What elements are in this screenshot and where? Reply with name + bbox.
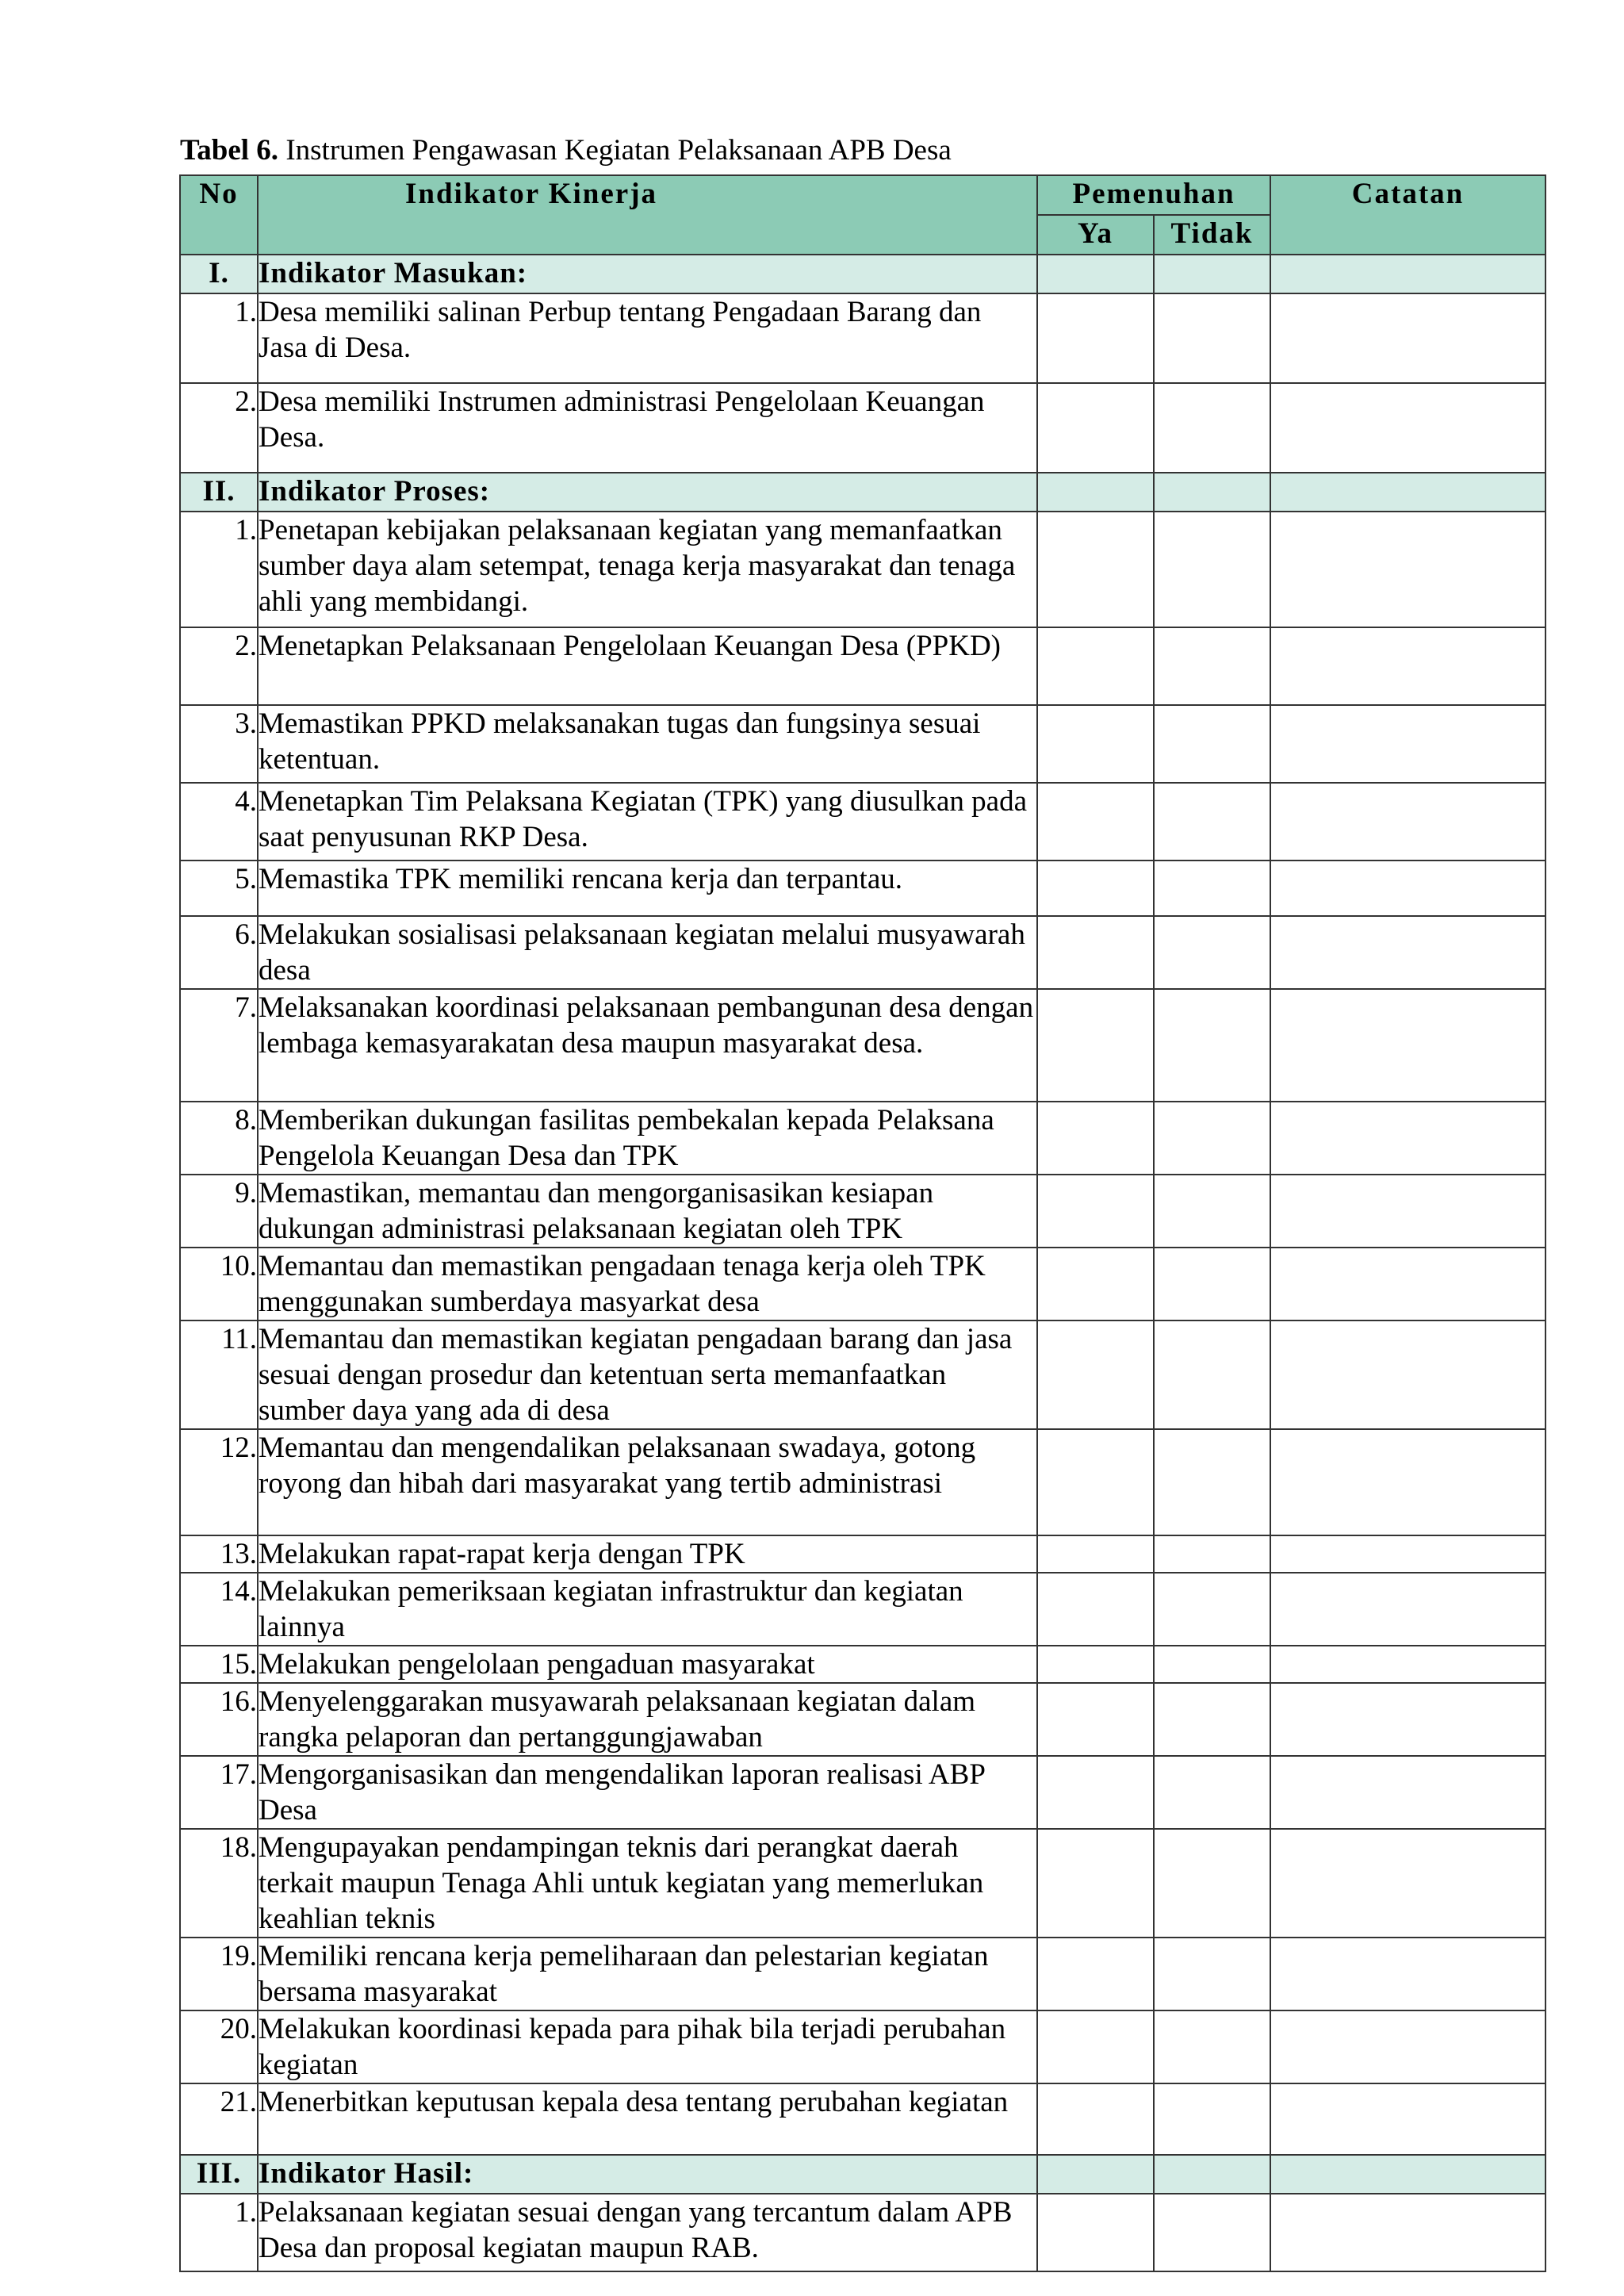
item-number: 15. <box>180 1646 258 1683</box>
section-row <box>180 2155 1545 2194</box>
ya-cell <box>1037 255 1154 293</box>
indicator-text: Melakukan pengelolaan pengaduan masyarakat <box>258 1646 1037 1683</box>
ya-cell <box>1037 1320 1154 1429</box>
catatan-cell <box>1270 1102 1545 1175</box>
ya-cell <box>1037 1646 1154 1683</box>
ya-cell <box>1037 861 1154 916</box>
catatan-cell <box>1270 1429 1545 1535</box>
indicator-text: Menerbitkan keputusan kepala desa tentang perubahan kegiatan <box>258 2083 1037 2155</box>
header-indikator: Indikator Kinerja <box>258 175 1037 255</box>
tidak-cell <box>1154 1429 1270 1535</box>
indicator-text: Melaksanakan koordinasi pelaksanaan pembangunan desa dengan lembaga kemasyarakatan desa maupun masyarakat desa. <box>258 989 1037 1102</box>
tidak-cell <box>1154 1683 1270 1756</box>
table-row <box>180 1429 1545 1535</box>
table-row <box>180 383 1545 473</box>
catatan-cell <box>1270 861 1545 916</box>
catatan-cell <box>1270 1938 1545 2010</box>
indicator-text: Mengupayakan pendampingan teknis dari perangkat daerah terkait maupun Tenaga Ahli untuk kegiatan yang memerlukan keahlian teknis <box>258 1829 1037 1938</box>
catatan-cell <box>1270 1756 1545 1829</box>
item-number: 2. <box>180 627 258 705</box>
table-caption <box>180 133 952 168</box>
catatan-cell <box>1270 783 1545 861</box>
item-number: 19. <box>180 1938 258 2010</box>
indicator-text: Melakukan pemeriksaan kegiatan infrastruktur dan kegiatan lainnya <box>258 1573 1037 1646</box>
header-ya: Ya <box>1037 215 1154 255</box>
ya-cell <box>1037 383 1154 473</box>
indicator-text: Menetapkan Pelaksanaan Pengelolaan Keuangan Desa (PPKD) <box>258 627 1037 705</box>
catatan-cell <box>1270 1535 1545 1573</box>
table-row <box>180 1573 1545 1646</box>
catatan-cell <box>1270 916 1545 989</box>
catatan-cell <box>1270 1248 1545 1320</box>
ya-cell <box>1037 1535 1154 1573</box>
tidak-cell <box>1154 1248 1270 1320</box>
tidak-cell <box>1154 2010 1270 2083</box>
tidak-cell <box>1154 705 1270 783</box>
tidak-cell <box>1154 1756 1270 1829</box>
table-row <box>180 293 1545 383</box>
ya-cell <box>1037 293 1154 383</box>
table-row <box>180 512 1545 627</box>
table-row <box>180 627 1545 705</box>
item-number: 16. <box>180 1683 258 1756</box>
ya-cell <box>1037 1683 1154 1756</box>
item-number: 12. <box>180 1429 258 1535</box>
catatan-cell <box>1270 1646 1545 1683</box>
table-row <box>180 1102 1545 1175</box>
ya-cell <box>1037 705 1154 783</box>
table-row <box>180 1646 1545 1683</box>
catatan-cell <box>1270 627 1545 705</box>
tidak-cell <box>1154 255 1270 293</box>
table-row <box>180 1535 1545 1573</box>
tidak-cell <box>1154 1175 1270 1248</box>
catatan-cell <box>1270 989 1545 1102</box>
table-row <box>180 1175 1545 1248</box>
table-row <box>180 1248 1545 1320</box>
caption-text: Instrumen Pengawasan Kegiatan Pelaksanaan APB Desa <box>278 134 952 167</box>
item-number: 9. <box>180 1175 258 1248</box>
tidak-cell <box>1154 2083 1270 2155</box>
table-row <box>180 2194 1545 2271</box>
tidak-cell <box>1154 512 1270 627</box>
table-body <box>180 255 1545 2271</box>
table-row <box>180 1938 1545 2010</box>
ya-cell <box>1037 1102 1154 1175</box>
ya-cell <box>1037 2010 1154 2083</box>
table-row <box>180 2083 1545 2155</box>
header-catatan: Catatan <box>1270 175 1545 255</box>
item-number: 1. <box>180 293 258 383</box>
tidak-cell <box>1154 1938 1270 2010</box>
item-number: 1. <box>180 2194 258 2271</box>
item-number: 7. <box>180 989 258 1102</box>
tidak-cell <box>1154 2155 1270 2194</box>
catatan-cell <box>1270 1683 1545 1756</box>
indicator-text: Melakukan koordinasi kepada para pihak bila terjadi perubahan kegiatan <box>258 2010 1037 2083</box>
section-row <box>180 473 1545 512</box>
table-row <box>180 705 1545 783</box>
item-number: 5. <box>180 861 258 916</box>
table-row <box>180 916 1545 989</box>
table-row <box>180 2010 1545 2083</box>
header-no: No <box>180 175 258 255</box>
section-title: Indikator Masukan: <box>258 255 1037 293</box>
catatan-cell <box>1270 512 1545 627</box>
tidak-cell <box>1154 783 1270 861</box>
catatan-cell <box>1270 383 1545 473</box>
catatan-cell <box>1270 293 1545 383</box>
ya-cell <box>1037 512 1154 627</box>
indicator-text: Memantau dan mengendalikan pelaksanaan swadaya, gotong royong dan hibah dari masyarakat yang tertib administrasi <box>258 1429 1037 1535</box>
indicator-text: Mengorganisasikan dan mengendalikan laporan realisasi ABP Desa <box>258 1756 1037 1829</box>
indicator-text: Memastika TPK memiliki rencana kerja dan terpantau. <box>258 861 1037 916</box>
indicator-text: Menyelenggarakan musyawarah pelaksanaan kegiatan dalam rangka pelaporan dan pertanggungjawaban <box>258 1683 1037 1756</box>
tidak-cell <box>1154 1102 1270 1175</box>
table-row <box>180 1320 1545 1429</box>
ya-cell <box>1037 916 1154 989</box>
table-row <box>180 783 1545 861</box>
item-number: 8. <box>180 1102 258 1175</box>
catatan-cell <box>1270 1829 1545 1938</box>
catatan-cell <box>1270 1320 1545 1429</box>
tidak-cell <box>1154 1535 1270 1573</box>
tidak-cell <box>1154 473 1270 512</box>
catatan-cell <box>1270 2155 1545 2194</box>
table-header <box>180 175 1545 255</box>
ya-cell <box>1037 627 1154 705</box>
ya-cell <box>1037 1429 1154 1535</box>
tidak-cell <box>1154 916 1270 989</box>
tidak-cell <box>1154 1320 1270 1429</box>
table-row <box>180 1683 1545 1756</box>
ya-cell <box>1037 1756 1154 1829</box>
section-number: II. <box>180 473 258 512</box>
indicator-text: Melakukan sosialisasi pelaksanaan kegiatan melalui musyawarah desa <box>258 916 1037 989</box>
item-number: 1. <box>180 512 258 627</box>
indicator-text: Pelaksanaan kegiatan sesuai dengan yang tercantum dalam APB Desa dan proposal kegiatan maupun RAB. <box>258 2194 1037 2271</box>
item-number: 17. <box>180 1756 258 1829</box>
table-row <box>180 1829 1545 1938</box>
item-number: 18. <box>180 1829 258 1938</box>
caption-label: Tabel 6. <box>180 134 279 167</box>
table-row <box>180 861 1545 916</box>
indicator-text: Melakukan rapat-rapat kerja dengan TPK <box>258 1535 1037 1573</box>
tidak-cell <box>1154 627 1270 705</box>
item-number: 13. <box>180 1535 258 1573</box>
tidak-cell <box>1154 1829 1270 1938</box>
catatan-cell <box>1270 255 1545 293</box>
catatan-cell <box>1270 1573 1545 1646</box>
indicator-text: Memantau dan memastikan kegiatan pengadaan barang dan jasa sesuai dengan prosedur dan ketentuan serta memanfaatkan sumber daya yang ada di desa <box>258 1320 1037 1429</box>
tidak-cell <box>1154 1573 1270 1646</box>
tidak-cell <box>1154 861 1270 916</box>
ya-cell <box>1037 473 1154 512</box>
header-tidak: Tidak <box>1154 215 1270 255</box>
tidak-cell <box>1154 293 1270 383</box>
indicator-text: Memiliki rencana kerja pemeliharaan dan pelestarian kegiatan bersama masyarakat <box>258 1938 1037 2010</box>
indicator-text: Memantau dan memastikan pengadaan tenaga kerja oleh TPK menggunakan sumberdaya masyarkat desa <box>258 1248 1037 1320</box>
item-number: 6. <box>180 916 258 989</box>
item-number: 14. <box>180 1573 258 1646</box>
indicator-text: Desa memiliki salinan Perbup tentang Pengadaan Barang dan Jasa di Desa. <box>258 293 1037 383</box>
ya-cell <box>1037 1829 1154 1938</box>
indicator-text: Menetapkan Tim Pelaksana Kegiatan (TPK) yang diusulkan pada saat penyusunan RKP Desa. <box>258 783 1037 861</box>
item-number: 2. <box>180 383 258 473</box>
catatan-cell <box>1270 1175 1545 1248</box>
ya-cell <box>1037 2083 1154 2155</box>
section-number: III. <box>180 2155 258 2194</box>
section-title: Indikator Proses: <box>258 473 1037 512</box>
header-pemenuhan: Pemenuhan <box>1037 175 1270 215</box>
tidak-cell <box>1154 989 1270 1102</box>
section-title: Indikator Hasil: <box>258 2155 1037 2194</box>
section-number: I. <box>180 255 258 293</box>
item-number: 21. <box>180 2083 258 2155</box>
item-number: 10. <box>180 1248 258 1320</box>
ya-cell <box>1037 1938 1154 2010</box>
item-number: 3. <box>180 705 258 783</box>
item-number: 20. <box>180 2010 258 2083</box>
section-row <box>180 255 1545 293</box>
catatan-cell <box>1270 2010 1545 2083</box>
catatan-cell <box>1270 2194 1545 2271</box>
indicator-text: Memastikan PPKD melaksanakan tugas dan fungsinya sesuai ketentuan. <box>258 705 1037 783</box>
indicator-text: Desa memiliki Instrumen administrasi Pengelolaan Keuangan Desa. <box>258 383 1037 473</box>
ya-cell <box>1037 1175 1154 1248</box>
tidak-cell <box>1154 2194 1270 2271</box>
indicator-text: Penetapan kebijakan pelaksanaan kegiatan yang memanfaatkan sumber daya alam setempat, tenaga kerja masyarakat dan tenaga ahli yang membidangi. <box>258 512 1037 627</box>
table-row <box>180 989 1545 1102</box>
indicator-text: Memberikan dukungan fasilitas pembekalan kepada Pelaksana Pengelola Keuangan Desa dan TPK <box>258 1102 1037 1175</box>
item-number: 11. <box>180 1320 258 1429</box>
ya-cell <box>1037 989 1154 1102</box>
ya-cell <box>1037 1248 1154 1320</box>
catatan-cell <box>1270 473 1545 512</box>
instrument-table <box>179 174 1546 2272</box>
item-number: 4. <box>180 783 258 861</box>
ya-cell <box>1037 2194 1154 2271</box>
ya-cell <box>1037 783 1154 861</box>
tidak-cell <box>1154 383 1270 473</box>
table-row <box>180 1756 1545 1829</box>
indicator-text: Memastikan, memantau dan mengorganisasikan kesiapan dukungan administrasi pelaksanaan kegiatan oleh TPK <box>258 1175 1037 1248</box>
tidak-cell <box>1154 1646 1270 1683</box>
ya-cell <box>1037 2155 1154 2194</box>
catatan-cell <box>1270 2083 1545 2155</box>
ya-cell <box>1037 1573 1154 1646</box>
catatan-cell <box>1270 705 1545 783</box>
